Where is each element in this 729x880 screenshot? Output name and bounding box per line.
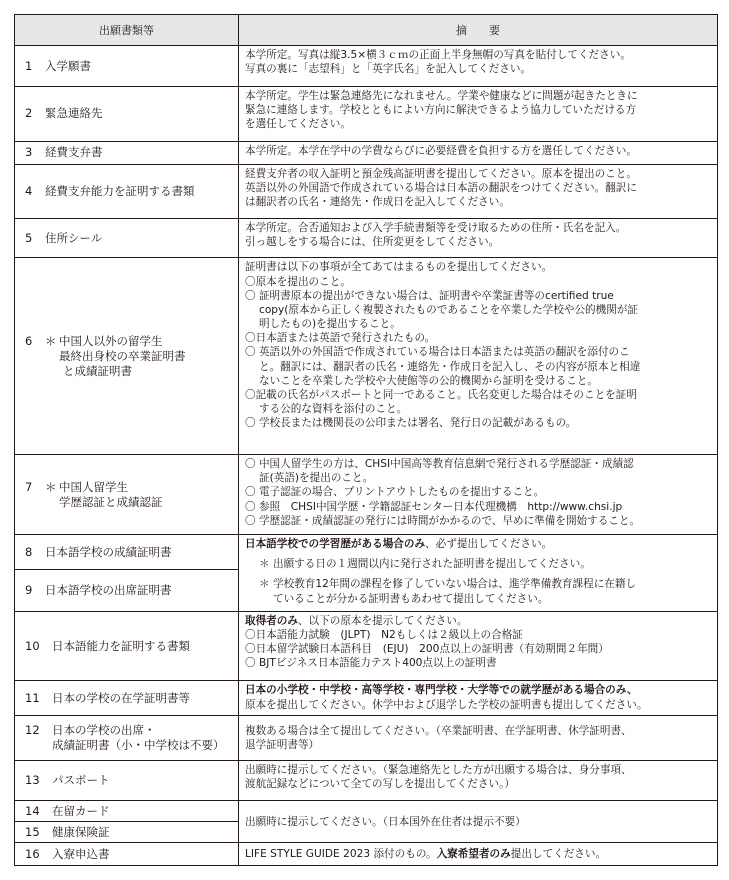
desc-cell: 出願時に提示してください。（緊急連絡先とした方が出願する場合は、身分事項、 渡航記録などについて全ての写しを提出してください。） <box>239 760 718 801</box>
desc-cell-14-15: 出願時に提示してください。（日本国外在住者は提示不要） <box>239 801 718 843</box>
doc-cell: 2 緊急連絡先 <box>15 86 239 141</box>
desc-cell: 本学所定。本学在学中の学費ならびに必要経費を負担する方を選任してください。 <box>239 141 718 164</box>
desc-cell: 複数ある場合は全て提出してください。（卒業証明書、在学証明書、休学証明書、 退学証明書等） <box>239 716 718 761</box>
table-header-row <box>15 15 718 46</box>
desc-cell: 本学所定。学生は緊急連絡先になれません。学業や健康などに問題が起きたときに 緊急に連絡します。学校とともによい方向に解決できるよう協力していただける方 を選任してください。 <box>239 86 718 141</box>
doc-cell: 4 経費支弁能力を証明する書類 <box>15 164 239 218</box>
doc-cell: 15 健康保険証 <box>15 822 239 843</box>
doc-cell: 10 日本語能力を証明する書類 <box>15 611 239 681</box>
desc-cell: 証明書は以下の事項が全てあてはまるものを提出してください。 〇原本を提出のこと。 〇 証明書原本の提出ができない場合は、証明書や卒業証書等のcertified true copy(原本から正しく複製されたものであることを卒業した学校や公的機関が証 明したもの)を提出すること。 〇日本語または英語で発行されたもの。 〇 英語以外の外国語で作成されている場合は日本語または英語の翻訳を添付のこ と。翻訳には、翻訳者の氏名・連絡先・作成日を記入し、その内容が原本と相違 ないことを卒業した学校や大使館等の公的機関から証明を受けること。 〇記載の氏名がパスポートと同一であること。氏名変更した場合はそのことを証明 する公的な資料を添付のこと。 〇 学校長または機関長の公印または署名、発行日の記載があるもの。 <box>239 258 718 455</box>
doc-cell: 1 入学願書 <box>15 46 239 87</box>
desc-cell: 日本の小学校・中学校・高等学校・専門学校・大学等での就学歴がある場合のみ、 原本を提出してください。休学中および退学した学校の証明書も提出してください。 <box>239 681 718 716</box>
table-row <box>15 258 718 455</box>
doc-cell: 16 入寮申込書 <box>15 843 239 866</box>
table-row <box>15 164 718 218</box>
doc-cell: 13 パスポート <box>15 760 239 801</box>
desc-cell-8-9: 日本語学校での学習歴がある場合のみ、必ず提出してください。 ＊ 出願する日の１週間以内に発行された証明書を提出してください。 ＊ 学校教育12年間の課程を修了していない場合は、進学準備教育課程に在籍し ていることが分かる証明書もあわせて提出してください。 <box>239 535 718 612</box>
header-documents: 出願書類等 <box>15 15 239 46</box>
table-row <box>15 760 718 801</box>
table-row <box>15 141 718 164</box>
table-row <box>15 716 718 761</box>
doc-cell: 11 日本の学校の在学証明書等 <box>15 681 239 716</box>
header-summary: 摘 要 <box>239 15 718 46</box>
desc-cell: 取得者のみ、以下の原本を提示してください。 〇日本語能力試験 (JLPT) N2もしくは２級以上の合格証 〇日本留学試験日本語科目 (EJU) 200点以上の証明書（有効期間２年間） 〇 BJTビジネス日本語能力テスト400点以上の証明書 <box>239 611 718 681</box>
doc-cell: 9 日本語学校の出席証明書 <box>15 570 239 612</box>
table-row <box>15 681 718 716</box>
doc-cell: 5 住所シール <box>15 218 239 258</box>
application-documents-table <box>14 14 718 866</box>
doc-cell: 14 在留カード <box>15 801 239 822</box>
doc-cell: 6 ＊ 中国人以外の留学生 最終出身校の卒業証明書 と成績証明書 <box>15 258 239 455</box>
desc-cell: 本学所定。写真は縦3.5×横３ｃｍの正面上半身無帽の写真を貼付してください。 写真の裏に「志望科」と「英字氏名」を記入してください。 <box>239 46 718 87</box>
table-row <box>15 46 718 87</box>
doc-cell: 12 日本の学校の出席・ 成績証明書（小・中学校は不要） <box>15 716 239 761</box>
desc-cell: 本学所定。合否通知および入学手続書類等を受け取るための住所・氏名を記入。 引っ越しをする場合には、住所変更をしてください。 <box>239 218 718 258</box>
table-row <box>15 801 718 822</box>
table-row <box>15 843 718 866</box>
table-row <box>15 611 718 681</box>
doc-cell: 8 日本語学校の成績証明書 <box>15 535 239 570</box>
table-row <box>15 535 718 570</box>
table-row <box>15 218 718 258</box>
desc-cell: LIFE STYLE GUIDE 2023 添付のもの。入寮希望者のみ提出してください。 <box>239 843 718 866</box>
table-row <box>15 454 718 534</box>
table-row <box>15 86 718 141</box>
desc-cell: 経費支弁者の収入証明と預金残高証明書を提出してください。原本を提出のこと。 英語以外の外国語で作成されている場合は日本語の翻訳をつけてください。翻訳に は翻訳者の氏名・連絡先・作成日を記入してください。 <box>239 164 718 218</box>
doc-cell: 7 ＊ 中国人留学生 学歴認証と成績認証 <box>15 454 239 534</box>
desc-cell: 〇 中国人留学生の方は、CHSI中国高等教育信息網で発行される学歴認証・成績認 証(英語)を提出のこと。 〇 電子認証の場合、プリントアウトしたものを提出すること。 〇 参照 CHSI中国学歴・学籍認証センター日本代理機構 http://www.chsi.jp 〇 学歴認証・成績認証の発行には時間がかかるので、早めに準備を開始すること。 <box>239 454 718 534</box>
doc-cell: 3 経費支弁書 <box>15 141 239 164</box>
